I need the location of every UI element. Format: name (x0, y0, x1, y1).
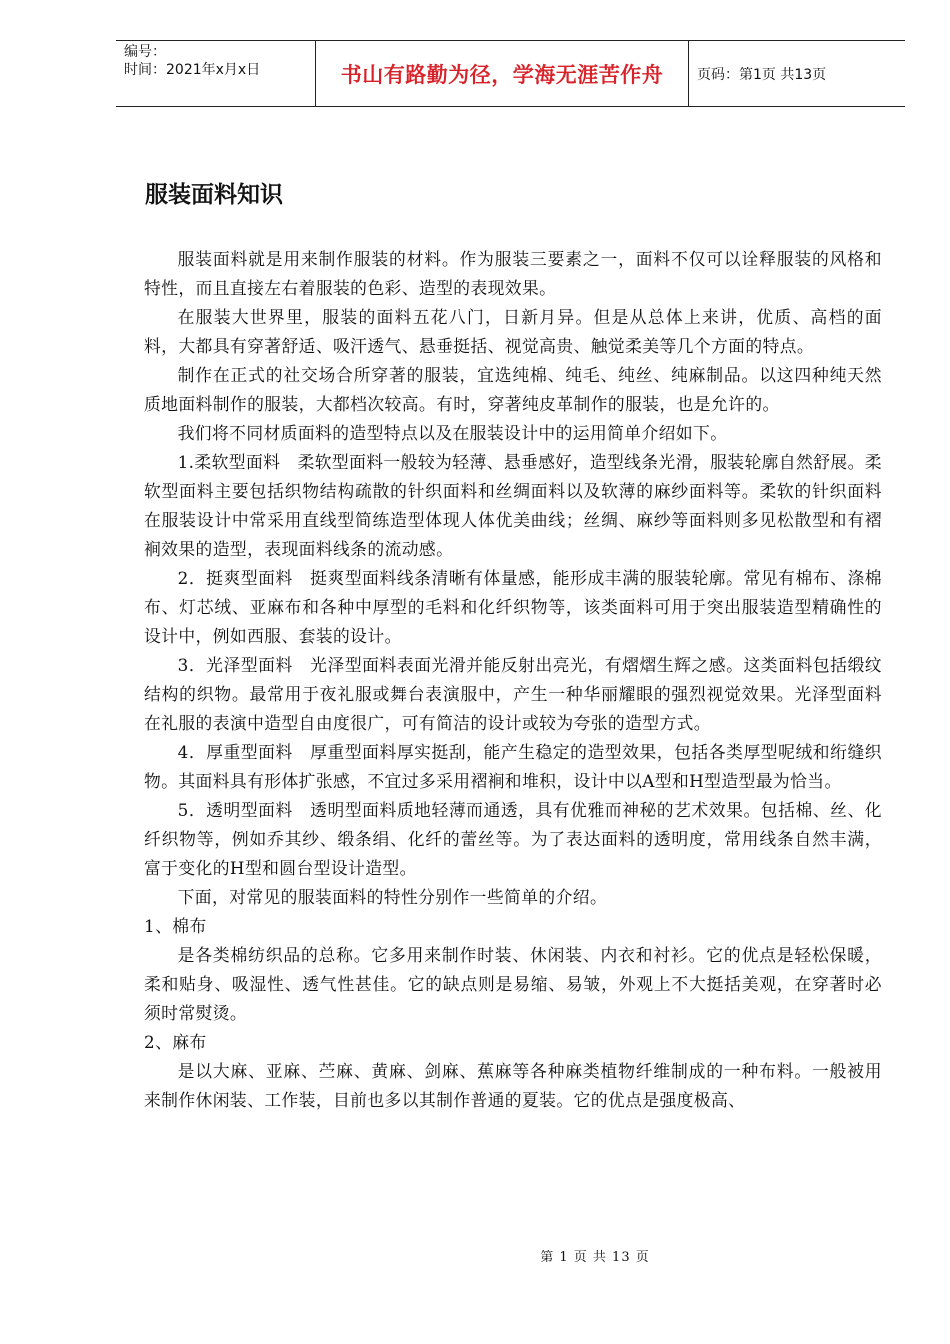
paragraph: 我们将不同材质面料的造型特点以及在服装设计中的运用简单介绍如下。 (177, 423, 728, 443)
header-table (116, 40, 905, 107)
page-footer: 第 1 页 共 13 页 (540, 1250, 650, 1265)
paragraph: 4．厚重型面料 厚重型面料厚实挺刮，能产生稳定的造型效果，包括各类厚型呢绒和绗缝织物。其面料具有形体扩张感，不宜过多采用褶裥和堆积，设计中以A型和H型造型最为恰当。 (144, 742, 882, 791)
paragraph: 是以大麻、亚麻、苎麻、黄麻、剑麻、蕉麻等各种麻类植物纤维制成的一种布料。一般被用来制作休闲装、工作装，目前也多以其制作普通的夏装。它的优点是强度极高、 (144, 1061, 882, 1110)
number-label: 编号： (124, 44, 166, 60)
document-title: 服装面料知识 (145, 182, 283, 208)
paragraph: 3．光泽型面料 光泽型面料表面光滑并能反射出亮光，有熠熠生辉之感。这类面料包括缎纹结构的织物。最常用于夜礼服或舞台表演服中，产生一种华丽耀眼的强烈视觉效果。光泽型面料在礼服的表演中造型自由度很广，可有简洁的设计或较为夸张的造型方式。 (144, 655, 882, 733)
paragraph: 1.柔软型面料 柔软型面料一般较为轻薄、悬垂感好，造型线条光滑，服装轮廓自然舒展。柔软型面料主要包括织物结构疏散的针织面料和丝绸面料以及软薄的麻纱面料等。柔软的针织面料在服装设计中常采用直线型简练造型体现人体优美曲线；丝绸、麻纱等面料则多见松散型和有褶裥效果的造型，表现面料线条的流动感。 (144, 452, 882, 559)
paragraph: 2．挺爽型面料 挺爽型面料线条清晰有体量感，能形成丰满的服装轮廓。常见有棉布、涤棉布、灯芯绒、亚麻布和各种中厚型的毛料和化纤织物等，该类面料可用于突出服装造型精确性的设计中，例如西服、套装的设计。 (144, 568, 882, 646)
header-page-code: 页码：第1页 共13页 (697, 66, 827, 83)
header-motto: 书山有路勤为径，学海无涯苦作舟 (315, 41, 689, 106)
paragraph: 制作在正式的社交场合所穿著的服装，宜选纯棉、纯毛、纯丝、纯麻制品。以这四种纯天然质地面料制作的服装，大都档次较高。有时，穿著纯皮革制作的服装，也是允许的。 (144, 365, 882, 414)
paragraph: 5．透明型面料 透明型面料质地轻薄而通透，具有优雅而神秘的艺术效果。包括棉、丝、化纤织物等，例如乔其纱、缎条绢、化纤的蕾丝等。为了表达面料的透明度，常用线条自然丰满，富于变化的H型和圆台型设计造型。 (144, 800, 882, 878)
document-body (144, 245, 882, 1115)
paragraph: 在服装大世界里，服装的面料五花八门，日新月异。但是从总体上来讲，优质、高档的面料，大都具有穿著舒适、吸汗透气、悬垂挺括、视觉高贵、触觉柔美等几个方面的特点。 (144, 307, 882, 356)
paragraph: 是各类棉纺织品的总称。它多用来制作时装、休闲装、内衣和衬衫。它的优点是轻松保暖，柔和贴身、吸湿性、透气性甚佳。它的缺点则是易缩、易皱，外观上不大挺括美观，在穿著时必须时常熨烫。 (144, 945, 882, 1023)
section-heading: 1、棉布 (144, 916, 207, 936)
time-label: 时间：2021年x月x日 (124, 62, 261, 78)
section-heading: 2、麻布 (144, 1032, 207, 1052)
header-meta (116, 41, 315, 106)
paragraph: 下面，对常见的服装面料的特性分别作一些简单的介绍。 (177, 887, 608, 907)
paragraph: 服装面料就是用来制作服装的材料。作为服装三要素之一，面料不仅可以诠释服装的风格和特性，而且直接左右着服装的色彩、造型的表现效果。 (144, 249, 882, 298)
